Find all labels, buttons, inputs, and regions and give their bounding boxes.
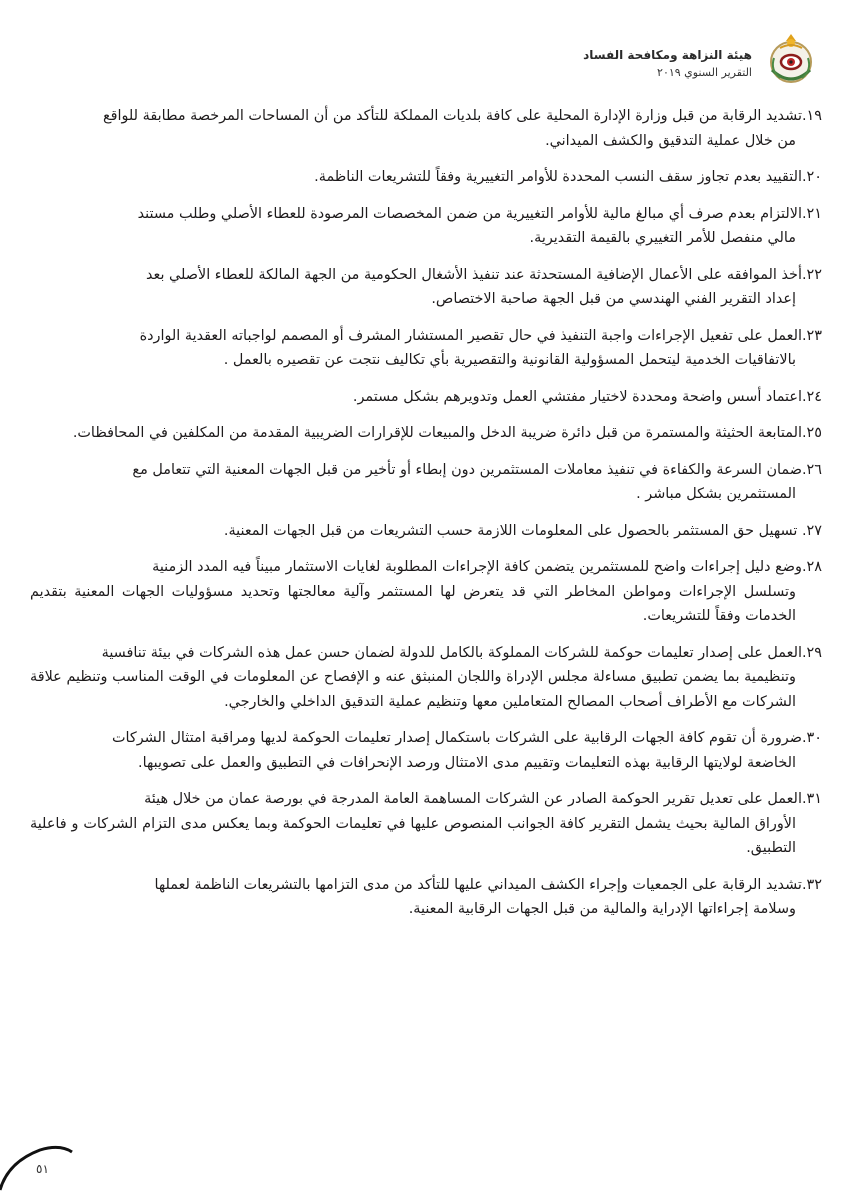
commission-logo-icon	[760, 30, 822, 90]
item-number: ٢٦.	[801, 461, 822, 478]
list-item	[30, 555, 822, 629]
list-item	[30, 421, 822, 446]
recommendations-list	[30, 104, 822, 934]
item-text-continued: إعداد التقرير الفني الهندسي من قبل الجهة صاحبة الاختصاص.	[431, 291, 796, 307]
item-number: ٢٨.	[801, 559, 822, 575]
item-number: ٢٣.	[801, 327, 822, 344]
item-text: العمل على إصدار تعليمات حوكمة للشركات المملوكة بالكامل للدولة لضمان حسن عمل هذه الشركات في بيئة تنافسية	[101, 644, 802, 661]
item-text-continued: وسلامة إجراءاتها الإدراية والمالية من قبل الجهات الرقابية المعنية.	[408, 901, 796, 917]
item-text: اعتماد أسس واضحة ومحددة لاختيار مفتشي العمل وتدويرهم بشكل مستمر.	[352, 388, 802, 405]
item-number: ٣٠.	[801, 730, 822, 746]
item-text-continued: بالاتفاقيات الخدمية ليتحمل المسؤولية القانونية والتقصيرية بأي تكاليف نتجت عن تقصيره بالعمل .	[223, 352, 796, 368]
item-number: ٢٤.	[801, 388, 822, 405]
item-text: ضمان السرعة والكفاءة في تنفيذ معاملات المستثمرين دون إبطاء أو تأخير من قبل الجهات المعنية التي تتعامل مع	[132, 461, 802, 478]
item-number: ٢٧.	[801, 522, 822, 539]
list-item	[30, 873, 822, 922]
list-item	[30, 726, 822, 775]
list-item	[30, 324, 822, 373]
item-text: ضرورة أن تقوم كافة الجهات الرقابية على الشركات باستكمال إصدار تعليمات الحوكمة لديها ومراقبة امتثال الشركات	[111, 730, 802, 746]
item-text: تشديد الرقابة من قبل وزارة الإدارة المحلية على كافة بلديات المملكة للتأكد من أن المساحات المرخصة مطابقة للواقع	[102, 108, 802, 124]
item-text: العمل على تفعيل الإجراءات واجبة التنفيذ في حال تقصير المستشار المشرف أو المصمم لواجباته العقدية الواردة	[139, 327, 802, 344]
list-item	[30, 263, 822, 312]
item-text-continued: من خلال عملية التدقيق والكشف الميداني.	[545, 132, 796, 149]
item-text: العمل على تعديل تقرير الحوكمة الصادر عن الشركات المساهمة العامة المدرجة في بورصة عمان من خلال هيئة	[144, 791, 802, 807]
list-item	[30, 458, 822, 507]
page-number: ٥١	[36, 1162, 49, 1176]
item-number: ٢٥.	[801, 425, 822, 441]
item-text-continued: مالي منفصل للأمر التغييري بالقيمة التقديرية.	[529, 230, 796, 246]
footer-curve-decoration	[0, 1132, 120, 1192]
page-header	[562, 30, 822, 90]
item-text: الالتزام بعدم صرف أي مبالغ مالية للأوامر التغييرية من ضمن المخصصات المرصودة للعطاء الأصلي وطلب مستند	[137, 205, 802, 222]
list-item	[30, 787, 822, 861]
report-title: التقرير السنوي ٢٠١٩	[657, 66, 752, 79]
item-text: تشديد الرقابة على الجمعيات وإجراء الكشف الميداني عليها للتأكد من مدى التزامها بالتشريعات الناظمة لعملها	[154, 876, 802, 893]
header-text	[583, 46, 752, 81]
organization-name: هيئة النزاهة ومكافحة الفساد	[583, 48, 752, 62]
list-item	[30, 385, 822, 410]
item-text: التقييد بعدم تجاوز سقف النسب المحددة للأوامر التغييرية وفقاً للتشريعات الناظمة.	[314, 169, 802, 185]
list-item	[30, 165, 822, 190]
item-text: تسهيل حق المستثمر بالحصول على المعلومات اللازمة حسب التشريعات من قبل الجهات المعنية.	[223, 522, 802, 539]
item-number: ٢١.	[801, 205, 822, 222]
list-item	[30, 104, 822, 153]
item-number: ١٩.	[801, 108, 822, 124]
item-text-continued: الأوراق المالية بحيث يشمل التقرير كافة الجوانب المنصوص عليها في تعليمات الحوكمة وبما يعكس مدى التزام الشركات و فاعلية التطبيق.	[30, 815, 796, 856]
list-item	[30, 641, 822, 715]
item-text: المتابعة الحثيثة والمستمرة من قبل دائرة ضريبة الدخل والمبيعات للإقرارات الضريبية المقدمة من المكلفين في المحافظات.	[72, 425, 802, 441]
item-text-continued: وتسلسل الإجراءات ومواطن المخاطر التي قد يتعرض لها المستثمر وآلية معالجتها وتحديد مسؤوليات الجهات المعنية بتقديم الخدمات وفقاً للتشريعات.	[30, 583, 796, 624]
item-number: ٣٢.	[801, 876, 822, 893]
list-item	[30, 519, 822, 544]
item-text-continued: وتنظيمية بما يضمن تطبيق مساءلة مجلس الإدراة واللجان المنبثق عنه و الإفصاح عن المعلومات في الوقت المناسب وتنظيم علاقة الشركات مع الأطراف أصحاب المصالح المتعاملين معها وتنظيم عملية التدقيق الداخلي والخارجي.	[30, 669, 796, 710]
item-number: ٢٢.	[801, 266, 822, 283]
item-number: ٢٩.	[801, 644, 822, 661]
list-item	[30, 202, 822, 251]
item-number: ٢٠.	[801, 169, 822, 185]
item-text-continued: الخاضعة لولايتها الرقابية بهذه التعليمات وتقييم مدى الامتثال ورصد الإنحرافات في التطبيق والعمل على تصويبها.	[138, 754, 796, 771]
item-text-continued: المستثمرين بشكل مباشر .	[636, 486, 796, 502]
item-text: وضع دليل إجراءات واضح للمستثمرين يتضمن كافة الإجراءات المطلوبة لغايات الاستثمار مبيناً فيه المدد الزمنية	[152, 559, 802, 575]
item-text: أخذ الموافقه على الأعمال الإضافية المستحدثة عند تنفيذ الأشغال الحكومية من الجهة المالكة للعطاء الأصلي بعد	[145, 266, 802, 283]
item-number: ٣١.	[801, 791, 822, 807]
